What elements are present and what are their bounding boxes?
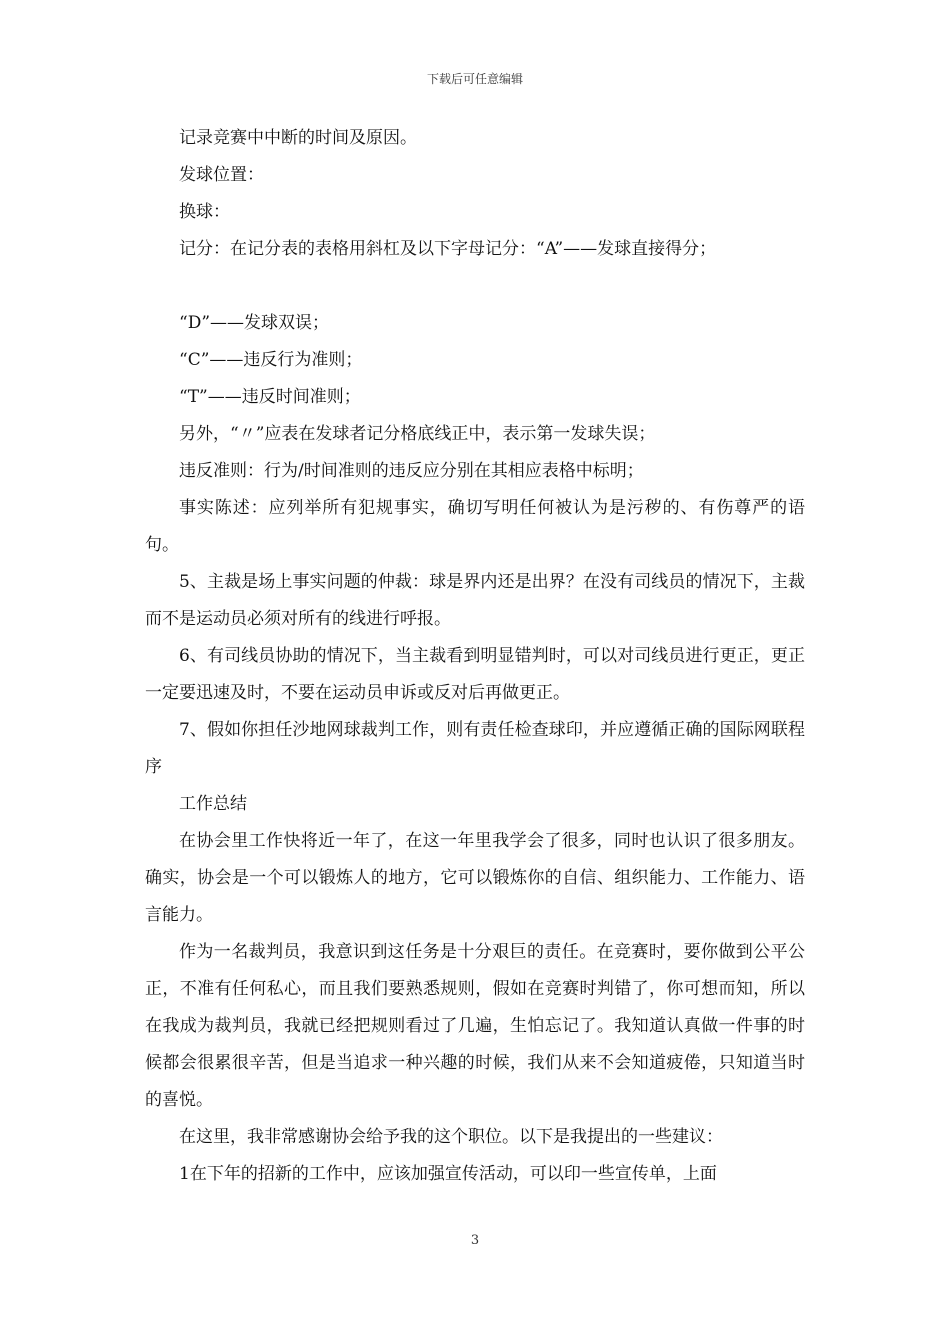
paragraph-record-interruption: 记录竞赛中中断的时间及原因。 <box>179 128 417 148</box>
paragraph-summary-3: 在这里，我非常感谢协会给予我的这个职位。以下是我提出的一些建议： <box>179 1127 723 1147</box>
blank-line <box>145 268 805 305</box>
section-title-work-summary: 工作总结 <box>179 794 247 814</box>
paragraph-summary-2: 作为一名裁判员，我意识到这任务是十分艰巨的责任。在竞赛时，要你做到公平公正，不准有任何私心，而且我们要熟悉规则，假如在竞赛时判错了，你可想而知，所以在我成为裁判员，我就已经把规则看过了几遍，生怕忘记了。我知道认真做一件事的时候都会很累很辛苦，但是当追求一种兴趣的时候，我们从来不会知道疲倦，只知道当时的喜悦。 <box>145 942 805 1110</box>
paragraph-ball-change: 换球： <box>179 202 230 222</box>
page-header: 下载后可任意编辑 <box>426 72 523 86</box>
paragraph-summary-4: 1在下年的招新的工作中，应该加强宣传活动，可以印一些宣传单，上面 <box>179 1164 717 1184</box>
paragraph-fact-statement: 事实陈述：应列举所有犯规事实，确切写明任何被认为是污秽的、有伤尊严的语句。 <box>145 498 805 555</box>
paragraph-code-violation: 违反准则：行为/时间准则的违反应分别在其相应表格中标明； <box>179 461 644 481</box>
paragraph-first-serve-fault: 另外，“〃”应表在发球者记分格底线正中，表示第一发球失误； <box>179 424 656 444</box>
paragraph-scoring: 记分：在记分表的表格用斜杠及以下字母记分：“A”——发球直接得分； <box>179 239 717 259</box>
paragraph-item-5: 5、主裁是场上事实问题的仲裁：球是界内还是出界？在没有司线员的情况下，主裁而不是运动员必须对所有的线进行呼报。 <box>145 572 805 629</box>
paragraph-item-6: 6、有司线员协助的情况下，当主裁看到明显错判时，可以对司线员进行更正，更正一定要迅速及时，不要在运动员申诉或反对后再做更正。 <box>145 646 805 703</box>
document-body <box>145 120 805 1193</box>
paragraph-code-c: “C”——违反行为准则； <box>179 350 363 370</box>
paragraph-item-7: 7、假如你担任沙地网球裁判工作，则有责任检查球印，并应遵循正确的国际网联程序 <box>145 720 805 777</box>
paragraph-serve-position: 发球位置： <box>179 165 264 185</box>
paragraph-summary-1: 在协会里工作快将近一年了，在这一年里我学会了很多，同时也认识了很多朋友。确实，协会是一个可以锻炼人的地方，它可以锻炼你的自信、组织能力、工作能力、语言能力。 <box>145 831 805 925</box>
paragraph-code-t: “T”——违反时间准则； <box>179 387 361 407</box>
page-number: 3 <box>470 1233 480 1248</box>
paragraph-code-d: “D”——发球双误； <box>179 313 330 333</box>
